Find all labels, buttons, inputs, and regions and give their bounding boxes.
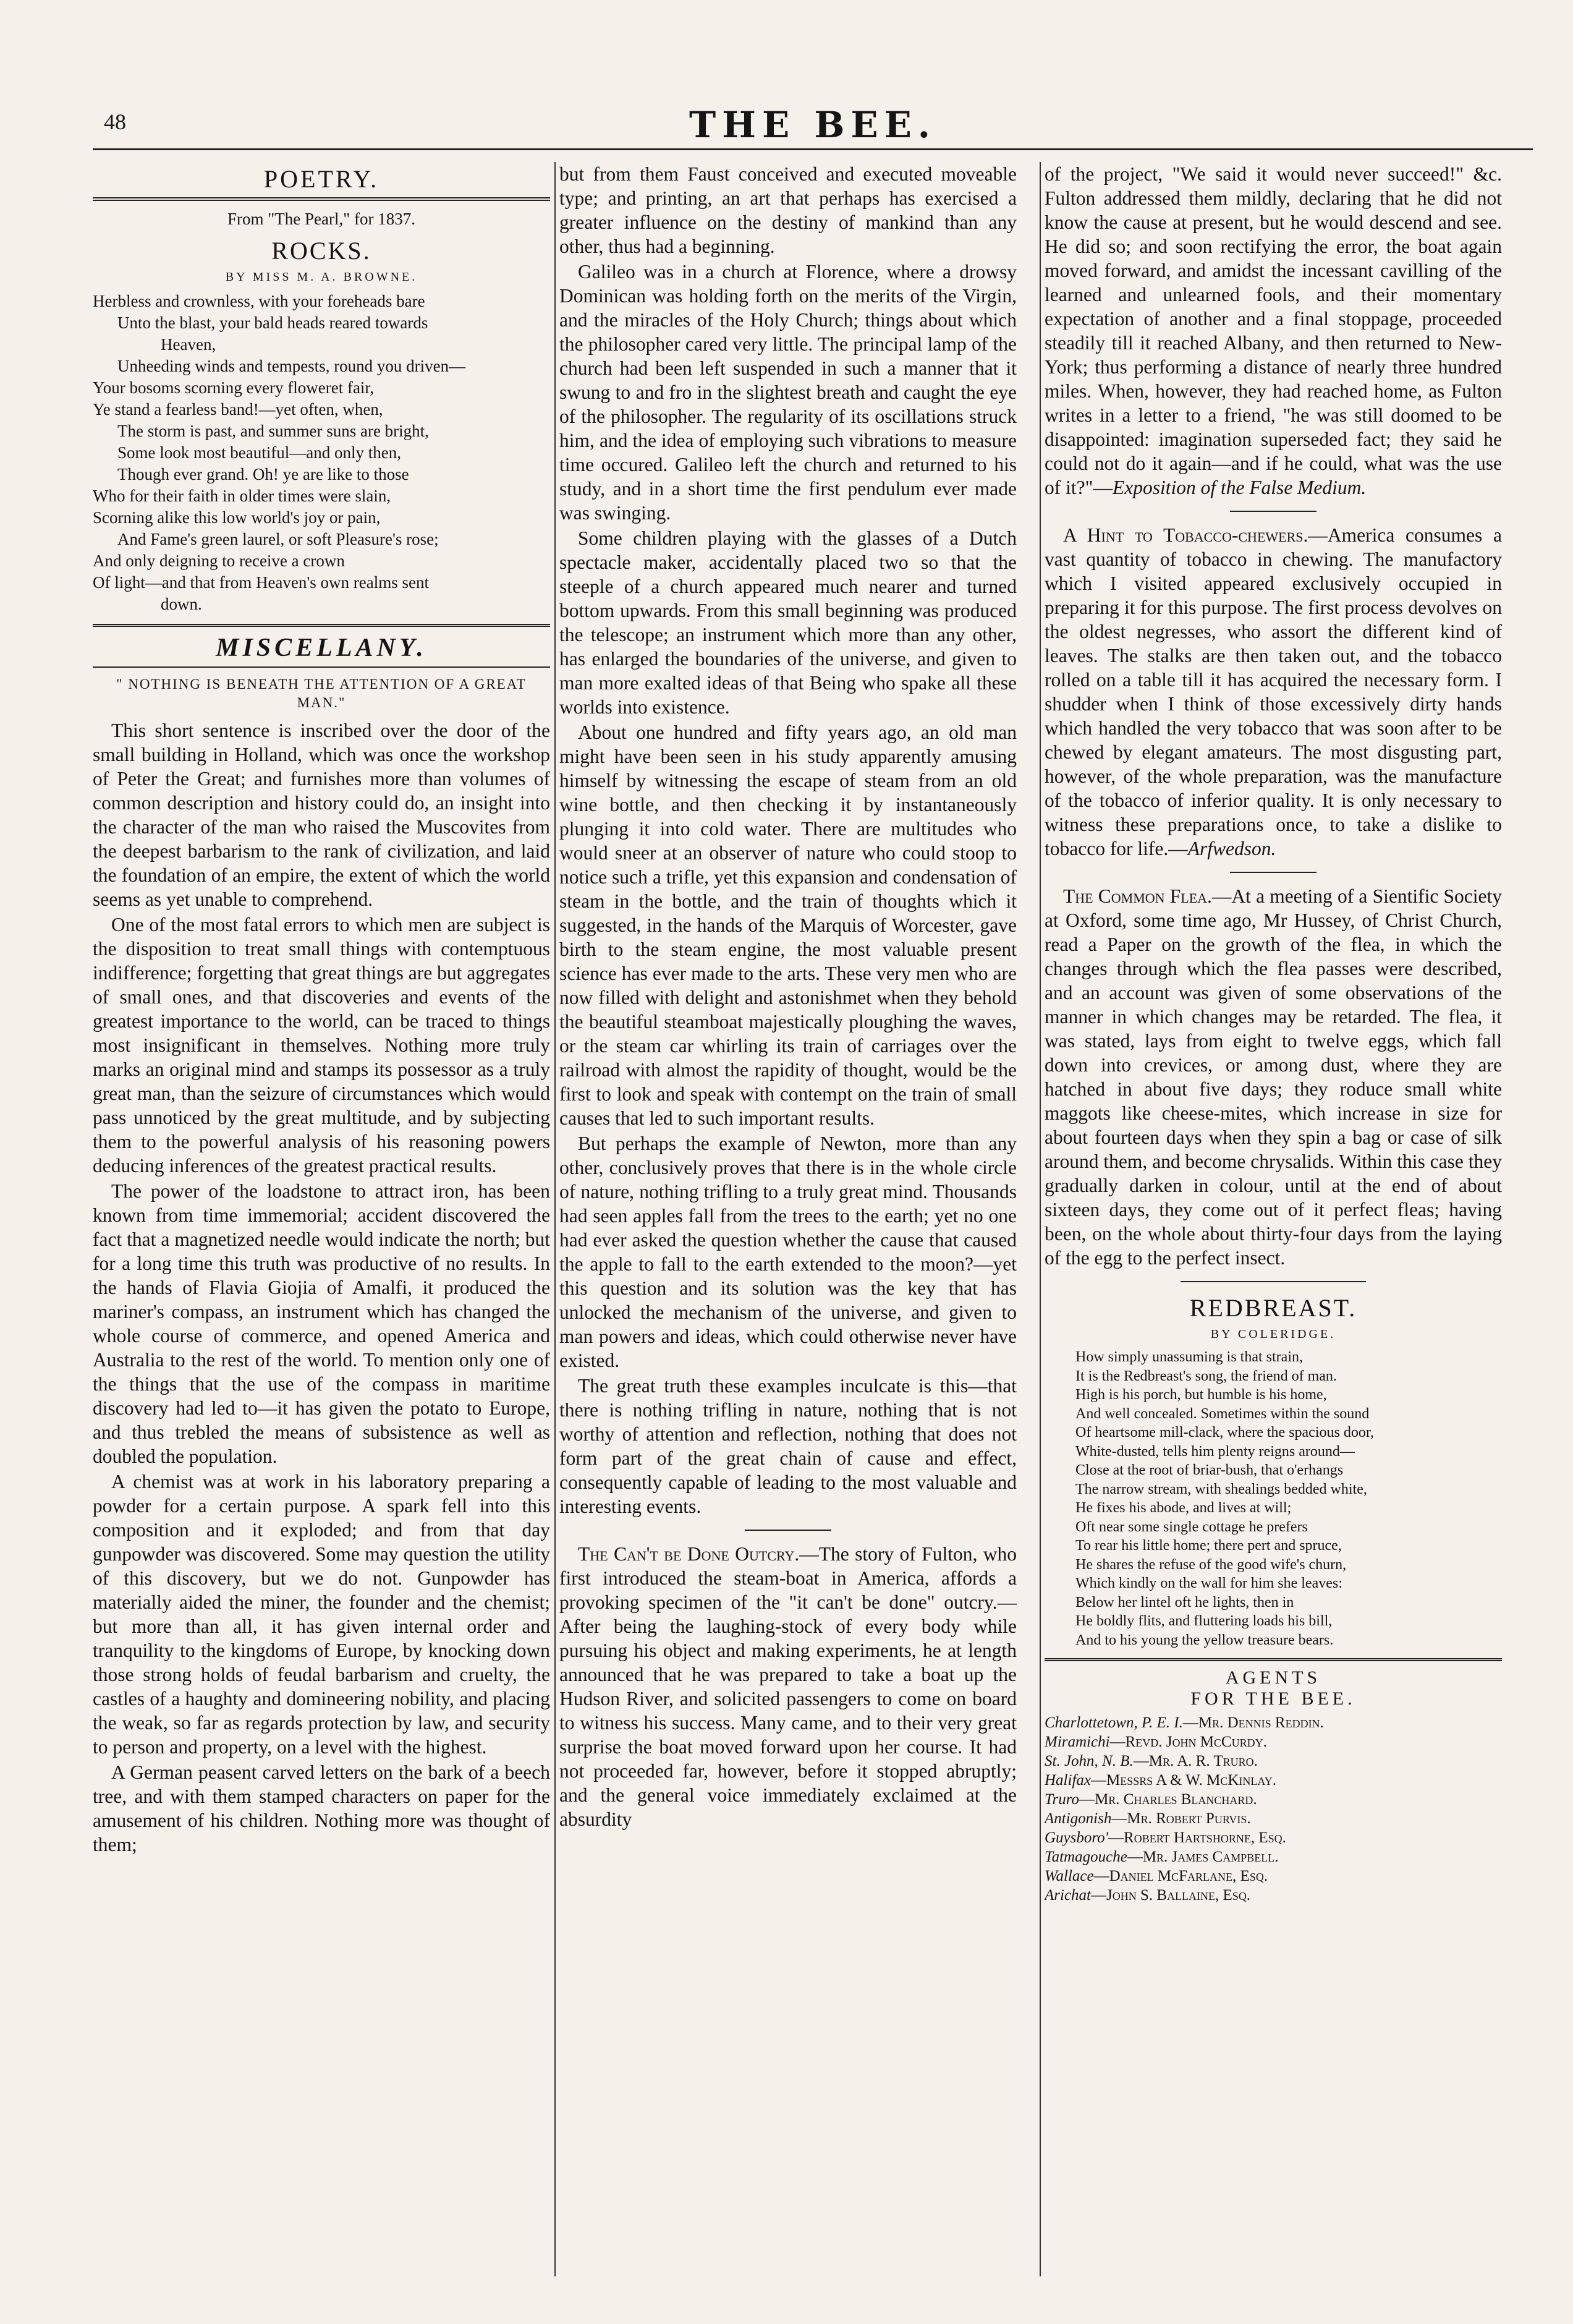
poem-line: Some look most beautiful—and only then, xyxy=(117,443,401,462)
miscellany-section-title: MISCELLANY. xyxy=(216,634,427,662)
agent-name: —Messrs A & W. McKinlay. xyxy=(1091,1772,1276,1789)
poem-line: Below her lintel oft he lights, then in xyxy=(1075,1594,1294,1611)
poem-line: He boldly flits, and fluttering loads his bill, xyxy=(1075,1613,1333,1629)
section-rule xyxy=(1045,1658,1502,1661)
column-3 xyxy=(1045,162,1502,2276)
poem-line: Close at the root of briar-bush, that o'erhangs xyxy=(1075,1462,1344,1478)
poem-line: It is the Redbreast's song, the friend of man. xyxy=(1075,1368,1337,1384)
poem-line: To rear his little home; there pert and spruce, xyxy=(1075,1538,1342,1554)
poem-line: Ye stand a fearless band!—yet often, when, xyxy=(93,400,383,419)
poem-line: Scorning alike this low world's joy or pain, xyxy=(93,508,381,527)
poem-line: He shares the refuse of the good wife's churn, xyxy=(1075,1556,1347,1573)
agents-list xyxy=(1045,1713,1502,1905)
poem-source: From "The Pearl," for 1837. xyxy=(227,210,415,228)
poem-line: Unheeding winds and tempests, round you driven— xyxy=(117,357,466,375)
article-text: —At a meeting of a Sientific Society at Oxford, some time ago, Mr Hussey, of Christ Church, read a Paper on the growth of the flea, in which the changes through which the flea passes were described, and an account was given of some observations of the manner in which changes may be retarded. The flea, it was stated, lays from eight to twelve eggs, which fall down into crevices, or among dust, where they are hatched in about five days; they roduce small white maggots like cheese-mites, which increase in size for about fourteen days when they spin a bag or case of silk around them, and become chrysalids. Within this case they gradually darken in colour, until at the end of about sixteen days, they come out of it perfect fleas; having been, on the whole about thirty-four days from the laying of the egg to the perfect insect. xyxy=(1045,885,1502,1269)
agent-place: Charlottetown, P. E. I. xyxy=(1045,1714,1183,1731)
article-divider xyxy=(1181,1281,1366,1282)
agent-entry xyxy=(1045,1732,1502,1752)
poem-line: Herbless and crownless, with your foreheads bare xyxy=(93,292,425,310)
article-paragraph: The great truth these examples inculcate is this—that there is nothing trifling in nature, nothing that is not worthy of attention and reflection, nothing that does not form part of the great chain of cause and effect, consequently capable of leading to the most valuable and interesting events. xyxy=(559,1375,1017,1517)
page-number: 48 xyxy=(104,109,126,134)
agent-name: —Robert Hartshorne, Esq. xyxy=(1108,1829,1286,1846)
article-divider xyxy=(745,1530,831,1531)
agent-entry xyxy=(1045,1809,1502,1828)
column-rule xyxy=(1040,162,1041,2276)
agent-name: —Mr. Charles Blanchard. xyxy=(1079,1791,1257,1808)
article-divider xyxy=(1230,511,1316,512)
column-rule xyxy=(554,162,556,2276)
agents-subtitle: FOR THE BEE. xyxy=(1190,1688,1356,1709)
agent-entry xyxy=(1045,1847,1502,1866)
article-lead: The Can't be Done Outcry. xyxy=(578,1543,800,1565)
article-paragraph: A German peasent carved letters on the bark of a beech tree, and with them stamped characters on paper for the amusement of his children. Nothing more was thought of them; xyxy=(93,1761,550,1855)
article-heading: " NOTHING IS BENEATH THE ATTENTION OF A GREAT MAN." xyxy=(116,676,527,710)
article-paragraph: One of the most fatal errors to which men are subject is the disposition to treat small things with contemptuous indifference; forgetting that great things are but aggregates of small ones, and that discoveries and events of the greatest importance to the world, can be traced to things most insignificant in themselves. Nothing more truly marks an original mind and stamps its possessor as a truly great man, than the seizure of circumstances which would pass unnoticed by the great multitude, and by subjecting them to the powerful analysis of his reasoning powers deducing inferences of the greatest practical results. xyxy=(93,914,550,1177)
poem-line: Which kindly on the wall for him she leaves: xyxy=(1075,1575,1342,1591)
article-tobacco xyxy=(1045,523,1502,861)
agent-name: —John S. Ballaine, Esq. xyxy=(1091,1887,1251,1904)
poem-line: High is his porch, but humble is his home, xyxy=(1075,1387,1327,1403)
poem-line: The storm is past, and summer suns are bright, xyxy=(117,422,429,440)
article-paragraph: Some children playing with the glasses of a Dutch spectacle maker, accidentally placed two so that the steeple of a church appeared much nearer and turned bottom upwards. From this small beginning was produced the telescope; an instrument which more than any other, has enlarged the boundaries of the universe, and given to man more exalted ideas of that Being who spake all these worlds into existence. xyxy=(559,527,1017,718)
article-text: —America consumes a vast quantity of tobacco in chewing. The manufactory which I visited appeared exclusively occupied in preparing it for this purpose. The first process devolves on the oldest negresses, who assort the different kind of leaves. The stalks are then taken out, and the tobacco rolled on a table till it has acquired the necessary form. I shudder when I think of those excessively dirty hands which handled the very tobacco that was soon after to be chewed by elegant amateurs. The most disgusting part, however, of the whole preparation, was the manufacture of the tobacco of inferior quality. It is only necessary to witness these preparations once, to take a dislike to tobacco for life.— xyxy=(1045,524,1502,859)
poem-line: And to his young the yellow treasure bears. xyxy=(1075,1632,1334,1648)
article-citation: Arfwedson. xyxy=(1187,838,1276,859)
agent-entry xyxy=(1045,1828,1502,1847)
poem-line: Of light—and that from Heaven's own realms sent xyxy=(93,573,429,592)
poem-line: How simply unassuming is that strain, xyxy=(1075,1349,1303,1365)
poetry-section-title: POETRY. xyxy=(263,165,379,193)
article-paragraph: Galileo was in a church at Florence, where a drowsy Dominican was holding forth on the merits of the Virgin, and the miracles of the Holy Church; things about which the philosopher cared very little. The principal lamp of the church had been left suspended in such a manner that it swung to and fro in the slightest breath and caught the eye of the philosopher. The regularity of its oscillations struck him, and the idea of employing such vibrations to measure time occured. Galileo left the church and returned to his study, and in a short time the first pendulum ever made was swinging. xyxy=(559,261,1017,524)
agent-name: —Mr. A. R. Truro. xyxy=(1133,1753,1258,1769)
article-citation: Exposition of the False Medium. xyxy=(1112,477,1367,498)
poem-line: And only deigning to receive a crown xyxy=(93,551,345,570)
article-paragraph: This short sentence is inscribed over the door of the small building in Holland, which was once the workshop of Peter the Great; and furnishes more than volumes of common description and history could do, an insight into the character of the man who raised the Muscovites from the deepest barbarism to the rank of civilization, and laid the foundation of an empire, the extent of which the world seems as yet unable to comprehend. xyxy=(93,720,550,910)
poem-line: Your bosoms scorning every floweret fair, xyxy=(93,378,375,397)
poem-line: down. xyxy=(161,595,202,613)
poem-title: REDBREAST. xyxy=(1189,1294,1357,1322)
section-rule xyxy=(93,200,550,201)
poem-line: The narrow stream, with shealings bedded white, xyxy=(1075,1481,1367,1497)
article-flea xyxy=(1045,884,1502,1270)
agent-place: Miramichi xyxy=(1045,1734,1110,1750)
masthead: THE BEE. xyxy=(689,104,936,146)
column-2 xyxy=(559,162,1017,2276)
agent-name: —Mr. Dennis Reddin. xyxy=(1182,1714,1324,1731)
article-divider xyxy=(1230,872,1316,873)
agent-entry xyxy=(1045,1866,1502,1886)
agent-place: Guysboro' xyxy=(1045,1829,1109,1846)
article-paragraph: The power of the loadstone to attract iron, has been known from time immemorial; accident discovered the fact that a magnetized needle would indicate the north; but for a long time this truth was productive of no results. In the hands of Flavia Giojia of Amalfi, it produced the mariner's compass, an instrument which has changed the whole course of commerce, and opened America and Australia to the rest of the world. To mention only one of the things that the use of the compass in maritime discovery had led to—it has given the potato to Europe, and thus trebled the means of subsistence as well as doubled the population. xyxy=(93,1180,550,1467)
article-cant-be-done xyxy=(559,1542,1017,1831)
agent-name: —Revd. John McCurdy. xyxy=(1109,1734,1267,1750)
poem-line: Though ever grand. Oh! ye are like to those xyxy=(117,465,409,483)
column-1 xyxy=(93,162,550,2276)
article-paragraph: But perhaps the example of Newton, more than any other, conclusively proves that there is in the whole circle of nature, nothing trifling to a truly great mind. Thousands had seen apples fall from the trees to the earth; yet no one had ever asked the question whether the cause that caused the apple to fall to the earth extended to the moon?—yet this question and its solution was the key that has unlocked the mechanism of the universe, and given to man powers and ideas, which could otherwise never have existed. xyxy=(559,1133,1017,1371)
poem-line: And well concealed. Sometimes within the sound xyxy=(1075,1405,1370,1422)
page-header xyxy=(93,104,1533,147)
agent-entry xyxy=(1045,1790,1502,1809)
poem-line: He fixes his abode, and lives at will; xyxy=(1075,1500,1292,1516)
agent-entry xyxy=(1045,1752,1502,1771)
poem-line: And Fame's green laurel, or soft Pleasure's rose; xyxy=(117,530,439,548)
agent-entry xyxy=(1045,1886,1502,1905)
poem-line: Heaven, xyxy=(161,335,216,354)
poem-line: Oft near some single cottage he prefers xyxy=(1075,1518,1308,1535)
article-continuation xyxy=(1045,162,1502,500)
agent-entry xyxy=(1045,1713,1502,1732)
poem-rocks xyxy=(93,291,550,615)
section-rule xyxy=(93,666,550,668)
section-rule xyxy=(93,624,550,627)
agent-name: —Mr. James Campbell. xyxy=(1127,1849,1279,1865)
article-paragraph: About one hundred and fifty years ago, an old man might have been seen in his study apparently amusing himself by witnessing the escape of steam from an old wine bottle, and then checking it by instantaneously plunging it into cold water. There are multitudes who would sneer at an observer of nature who could stoop to notice such a trifle, yet this expansion and condensation of steam in the bottle, and the train of thoughts which it suggested, in the hands of the Marquis of Worcester, gave birth to the steam engine, the most valuable present science has ever made to the arts. These very men who are now filled with delight and astonishmet when they behold the beautiful steamboat majestically ploughing the waves, or the steam car whirling its train of carriages over the railroad with almost the rapidity of thought, would be the first to look and speak with contempt on the train of small causes that led to such important results. xyxy=(559,721,1017,1129)
article-paragraph: but from them Faust conceived and executed moveable type; and printing, an art that perhaps has exercised a greater influence on the destiny of mankind than any other, thus had a beginning. xyxy=(559,163,1017,257)
poem-byline: BY COLERIDGE. xyxy=(1210,1327,1336,1341)
agent-name: —Daniel McFarlane, Esq. xyxy=(1093,1868,1268,1884)
header-rule xyxy=(93,148,1533,150)
article-lead: The Common Flea. xyxy=(1063,885,1212,907)
agent-place: Truro xyxy=(1045,1791,1080,1808)
agent-entry xyxy=(1045,1771,1502,1790)
agent-name: —Mr. Robert Purvis. xyxy=(1111,1810,1251,1827)
agent-place: Arichat xyxy=(1045,1887,1091,1904)
agents-title: AGENTS xyxy=(1225,1667,1321,1688)
article-text: of the project, "We said it would never succeed!" &c. Fulton addressed them mildly, declaring that he did not know the cause at present, but he would descend and see. He did so; and soon rectifying the error, the boat again moved forward, and amidst the incessant cavilling of the learned and unlearned fools, and their momentary expectation of another and a final stoppage, proceeded steadily till it reached Albany, and then returned to New-York; thus performing a distance of nearly three hundred miles. When, however, they had reached home, as Fulton writes in a letter to a friend, "he was still doomed to be disappointed: imagination superseded fact; they said he could not do it again—and if he could, what was the use of it?"— xyxy=(1045,163,1502,498)
article-paragraph: A chemist was at work in his laboratory preparing a powder for a certain purpose. A spark fell into this composition and it exploded; and from that day gunpowder was discovered. Some may question the utility of this discovery, but we do not. Gunpowder has materially aided the miner, the founder and the chemist; but more than all, it has given internal order and tranquility to the kingdoms of Europe, by knocking down those strong holds of feudal barbarism and cruelty, the castles of a haughty and domineering nobility, and placing the weak, so far as regards protection by law, and security to person and property, on a level with the highest. xyxy=(93,1471,550,1758)
poem-line: Of heartsome mill-clack, where the spacious door, xyxy=(1075,1424,1374,1441)
agent-place: Wallace xyxy=(1045,1868,1094,1884)
agent-place: Antigonish xyxy=(1045,1810,1112,1827)
poem-line: White-dusted, tells him plenty reigns around— xyxy=(1075,1443,1355,1460)
poem-title: ROCKS. xyxy=(271,237,371,265)
poem-line: Unto the blast, your bald heads reared towards xyxy=(117,313,428,332)
article-text: —The story of Fulton, who first introduced the steam-boat in America, affords a provoking specimen of the "it can't be done" outcry.—After being the laughing-stock of every body while pursuing his object and making experiments, he at length announced that he was prepared to take a boat up the Hudson River, and solicited passengers to come on board to witness his success. Many came, and to their very great surprise the boat moved forward upon her course. It had not proceeded far, however, before it stopped abruptly; and the general voice immediately exclaimed at the absurdity xyxy=(559,1543,1017,1830)
section-rule xyxy=(93,197,550,198)
poem-redbreast xyxy=(1045,1348,1502,1649)
agent-place: Tatmagouche xyxy=(1045,1849,1127,1865)
agent-place: St. John, N. B. xyxy=(1045,1753,1134,1769)
poem-byline: BY MISS M. A. BROWNE. xyxy=(225,270,418,284)
agent-place: Halifax xyxy=(1045,1772,1091,1789)
poem-line: Who for their faith in older times were slain, xyxy=(93,487,391,505)
article-lead: A Hint to Tobacco-chewers. xyxy=(1063,524,1308,546)
